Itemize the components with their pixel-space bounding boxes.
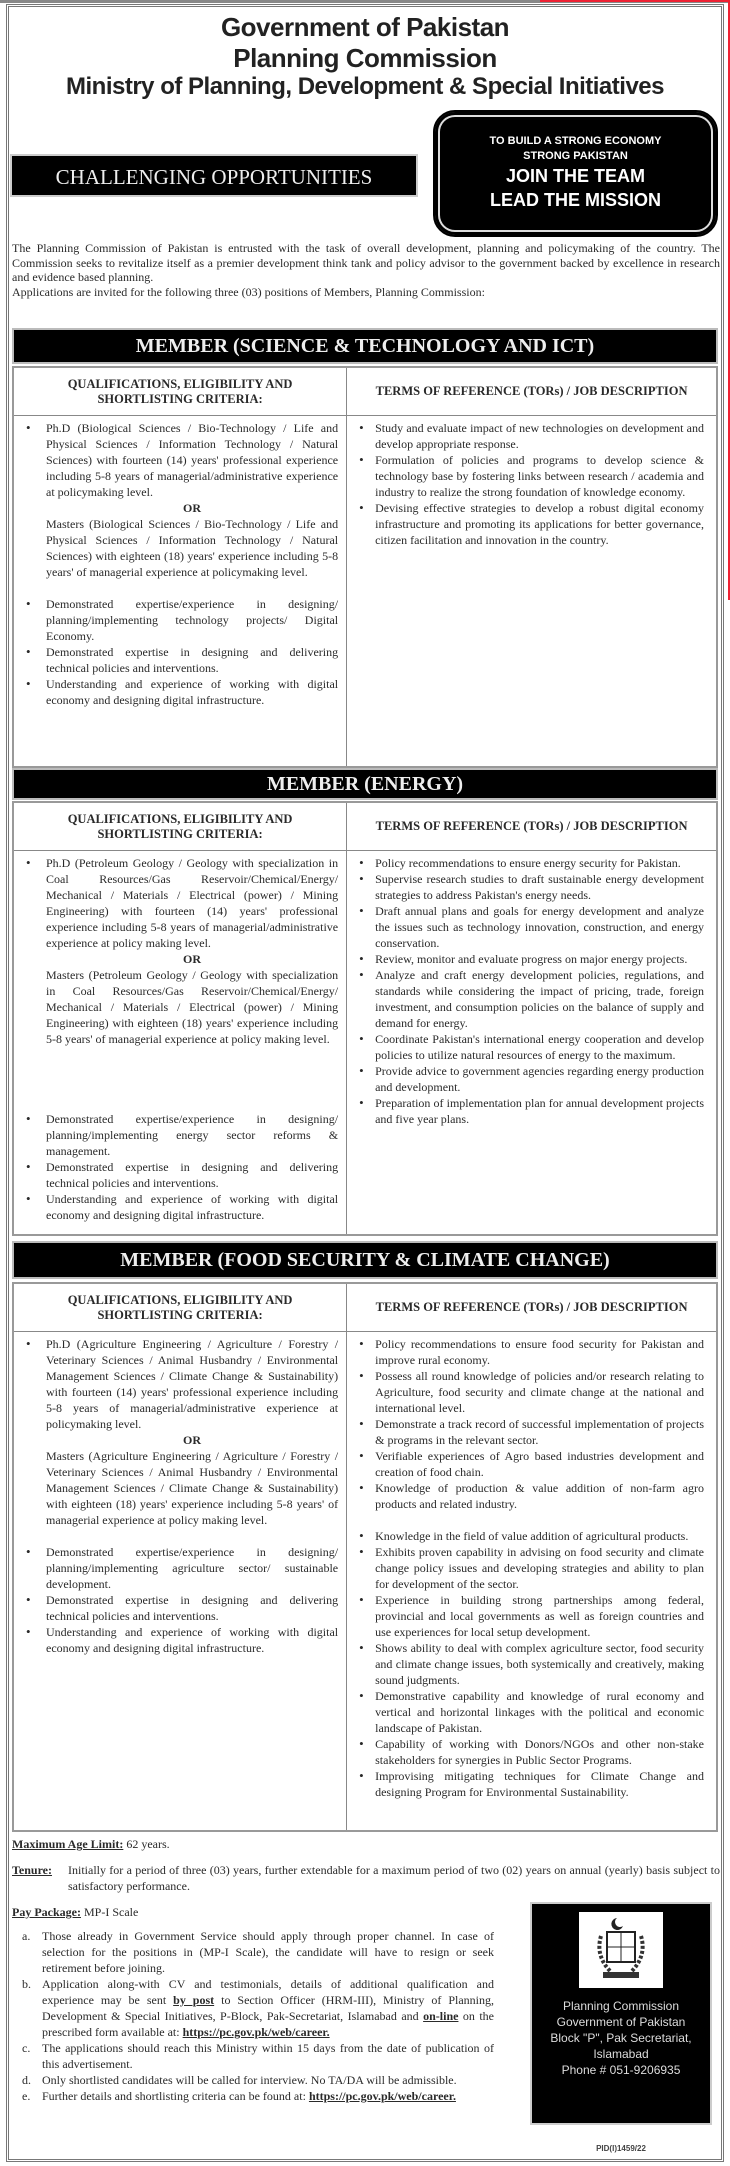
criteria-item: • Understanding and experience of working with digital economy and designing digital infrastructure. [14,676,338,708]
criteria-item: • Understanding and experience of working with digital economy and designing digital infrastructure. [14,1191,338,1223]
tor-item: • Demonstrative capability and knowledge of rural economy and vertical and horizontal linkages with the political and economic landscape of Pakistan. [347,1688,708,1736]
slogan-headline: JOIN THE TEAM [505,166,645,186]
instruction-item [12,1976,494,2040]
slogan-line: STRONG PAKISTAN [523,150,628,162]
tor-item: • Study and evaluate impact of new technologies on development and develop appropriate response. [347,420,708,452]
tor-item: • Supervise research studies to draft sustainable energy development strategies to address Pakistan's energy needs. [347,871,708,903]
qualifications-header: QUALIFICATIONS, ELIGIBILITY AND SHORTLISTING CRITERIA: [14,368,346,416]
qualifications-header: QUALIFICATIONS, ELIGIBILITY AND SHORTLISTING CRITERIA: [14,803,346,851]
title-government: Government of Pakistan [220,12,510,42]
or-separator: OR [183,501,202,515]
item-marker: c. [22,2041,31,2055]
tor-item: • Analyze and craft energy development policies, regulations, and standards while considering the impact of pricing, trade, foreign investment, and consumption policies on the balance of supply and demand for energy. [347,967,708,1031]
tor-item: • Devising effective strategies to develop a robust digital economy infrastructure and promoting its applications for better governance, citizen facilitation and innovation in the country. [347,500,708,548]
challenging-opportunities-banner: CHALLENGING OPPORTUNITIES [10,154,418,197]
criteria-item: • Demonstrated expertise in designing and delivering technical policies and interventions. [14,1159,338,1191]
contact-city: Islamabad [593,2047,649,2061]
tor-item: • Review, monitor and evaluate progress on major energy projects. [347,951,708,967]
tors-list [347,1336,708,1800]
tor-item: • Demonstrate a track record of successful implementation of projects & programs in the relevant sector. [347,1416,708,1448]
qualifications-body [14,416,346,708]
masters-requirement: Masters (Biological Sciences / Bio-Technology / Life and Physical Sciences / Information Technology / Natural Sciences) with eighteen (18) years' experience including 5-8 years' of managerial experience at policymaking level. [46,517,339,579]
criteria-item: • Demonstrated expertise/experience in designing/ planning/implementing technology projects/ Digital Economy. [14,596,338,644]
degree-list [14,855,338,951]
pay-package-label: Pay Package: [12,1905,81,1919]
tors-body [347,416,716,548]
tors-body [347,851,716,1127]
spacer [14,580,338,596]
qualifications-column [14,803,347,1234]
title-ministry: Ministry of Planning, Development & Special Initiatives [66,73,664,100]
item-marker: d. [22,2073,31,2087]
title-commission: Planning Commission [233,43,497,73]
or-separator: OR [183,952,202,966]
instruction-text: on the prescribed form available at: [42,2009,494,2039]
tors-list [347,420,708,548]
tenure-label: Tenure: [12,1863,53,1877]
slogan-headline: LEAD THE MISSION [489,190,661,210]
application-instructions [12,1928,494,2104]
qualifications-body [14,851,346,1223]
criteria-item: • Demonstrated expertise in designing and delivering technical policies and interventions. [14,1592,338,1624]
tors-column [347,1284,716,1830]
tor-item: • Policy recommendations to ensure food security for Pakistan and improve rural economy. [347,1336,708,1368]
item-marker: e. [22,2089,31,2103]
phd-requirement: • Ph.D (Petroleum Geology / Geology with specialization in Coal Resources/Gas Reservoir/Chemical/Energy/ Mechanical / Materials / Electrical (power) / Mining Engineering) with fourteen (14) years' professional experience including 5-8 years of managerial/administrative experience at policy making level. [14,855,338,951]
position-banner: MEMBER (SCIENCE & TECHNOLOGY AND ICT) [12,328,718,364]
instruction-item [12,2040,494,2072]
criteria-list [14,596,338,708]
position-table [12,1282,718,1832]
contact-gov: Government of Pakistan [556,2015,686,2029]
position-banner: MEMBER (FOOD SECURITY & CLIMATE CHANGE) [12,1241,718,1279]
tor-item: • Policy recommendations to ensure energy security for Pakistan. [347,855,708,871]
instruction-text: Only shortlisted candidates will be called for interview. No TA/DA will be admissible. [42,2073,457,2087]
career-link[interactable]: https://pc.gov.pk/web/career. [182,2025,330,2039]
contact-phone: Phone # 051-9206935 [561,2063,681,2077]
tors-column [347,803,716,1234]
slogan-box [433,110,718,237]
tor-item: • Knowledge of production & value addition of non-farm agro products and related industry. [347,1480,708,1512]
position-table [12,801,718,1236]
pid-number: PID(I)1459/22 [596,2144,646,2153]
instruction-item [12,1928,494,1976]
instruction-text: Application along-with CV and testimonials, details of additional qualification and experience may be sent [42,1977,494,2007]
tenure-value: Initially for a period of three (03) years, further extendable for a maximum period of two (02) years on annual (yearly) basis subject to satisfactory performance. [68,1863,720,1893]
tor-item: • Improvising mitigating techniques for Climate Change and designing Program for Environmental Sustainability. [347,1768,708,1800]
age-limit-value: 62 years. [123,1837,170,1851]
instruction-text: to Section Officer (HRM-III), Ministry of Planning, Development & Special Initiatives, P-Block, Pak-Secretariat, Islamabad and [42,1993,494,2023]
tor-item: • Exhibits proven capability in advising on food security and climate change policy issues and developing strategies and ability to plan for development of the sector. [347,1544,708,1592]
tors-header: TERMS OF REFERENCE (TORs) / JOB DESCRIPTION [347,368,716,416]
by-post-emphasis: by post [173,1993,215,2007]
contact-org: Planning Commission [562,1999,680,2013]
pay-package-value: MP-I Scale [80,1905,139,1919]
or-separator: OR [183,1433,202,1447]
tors-body [347,1332,716,1800]
tors-header: TERMS OF REFERENCE (TORs) / JOB DESCRIPTION [347,803,716,851]
qualifications-column [14,368,347,766]
tor-item: • Coordinate Pakistan's international energy cooperation and develop policies to utilize natural resources of energy to the maximum. [347,1031,708,1063]
instruction-item [12,2072,494,2088]
position-banner: MEMBER (ENERGY) [12,768,718,800]
item-marker: b. [22,1977,31,1991]
qualifications-body [14,1332,346,1656]
tors-header: TERMS OF REFERENCE (TORs) / JOB DESCRIPTION [347,1284,716,1332]
online-emphasis: on-line [423,2009,459,2023]
contact-address: Block "P", Pak Secretariat, [550,2031,692,2045]
tor-item: • Provide advice to government agencies regarding energy production and development. [347,1063,708,1095]
tor-item: • Verifiable experiences of Agro based industries development and creation of food chain. [347,1448,708,1480]
age-limit-label: Maximum Age Limit: [12,1837,124,1851]
tor-item: • Capability of working with Donors/NGOs and other non-stake stakeholders for synergies in Public Sector Programs. [347,1736,708,1768]
masters-requirement: Masters (Petroleum Geology / Geology with specialization in Coal Resources/Gas Reservoir/Chemical/Energy/ Mechanical / Materials / Electrical (power) / Mining Engineering) with eighteen (18) years' experience including 5-8 years' of managerial experience at policy making level. [46,968,339,1046]
instruction-text: Those already in Government Service should apply through proper channel. In case of selection for the positions in (MP-I Scale), the candidate will have to resign or seek retirement before joining. [42,1929,494,1975]
tor-item: • Knowledge in the field of value addition of agricultural products. [347,1528,708,1544]
phd-requirement: • Ph.D (Biological Sciences / Bio-Technology / Life and Physical Sciences / Information Technology / Natural Sciences) with fourteen (14) years' professional experience including 5-8 years of managerial/administrative experience at policymaking level. [14,420,338,500]
instruction-text: The applications should reach this Ministry within 15 days from the date of publication of this advertisement. [42,2041,494,2071]
qualifications-column [14,1284,347,1830]
contact-box [530,1902,712,2125]
degree-list [14,1336,338,1432]
slogan-line: TO BUILD A STRONG ECONOMY [489,135,662,147]
instruction-text: Further details and shortlisting criteria can be found at: [42,2089,309,2103]
criteria-item: • Demonstrated expertise in designing and delivering technical policies and interventions. [14,644,338,676]
criteria-item: • Understanding and experience of working with digital economy and designing digital infrastructure. [14,1624,338,1656]
intro-paragraph: The Planning Commission of Pakistan is entrusted with the task of overall development, planning and policymaking of the country. The Commission seeks to revitalize itself as a premier development think tank and policy advisor to the government backed by excellence in research and evidence based planning. [12,241,720,284]
intro [12,241,720,299]
selection-marker [540,0,730,2]
tor-item: • Shows ability to deal with complex agriculture sector, food security and climate change issues, both systemically and creatively, making sound judgments. [347,1640,708,1688]
tor-item: • Draft annual plans and goals for energy development and analyze the issues such as technology innovation, construction, and energy conservation. [347,903,708,951]
tors-list [347,855,708,1127]
intro-invitation: Applications are invited for the following three (03) positions of Members, Planning Commission: [12,284,485,299]
spacer [14,1528,338,1544]
tor-item: • Possess all round knowledge of policies and/or research relating to Agriculture, food security and climate change at the national and international level. [347,1368,708,1416]
masters-requirement: Masters (Agriculture Engineering / Agriculture / Forestry / Veterinary Sciences / Animal Husbandry / Environmental Management Sciences / Climate Change & Sustainability) with eighteen (18) years' experience including 5-8 years' of managerial experience at policy making level. [46,1449,339,1527]
criteria-list [14,1111,338,1223]
position-table [12,366,718,768]
instruction-item [12,2088,494,2104]
tor-item: • Formulation of policies and programs to develop science & technology base by fostering links between research / academia and industry to realize the strong foundation of knowledge economy. [347,452,708,500]
tor-item: • Preparation of implementation plan for annual development projects and five year plans. [347,1095,708,1127]
spacer [14,1047,338,1111]
phd-requirement: • Ph.D (Agriculture Engineering / Agriculture / Forestry / Veterinary Sciences / Animal Husbandry / Environmental Management Sciences / Climate Change & Sustainability) with fourteen (14) years' professional experience including 5-8 years of managerial/administrative experience at policymaking level. [14,1336,338,1432]
criteria-item: • Demonstrated expertise/experience in designing/ planning/implementing agriculture sector/ sustainable development. [14,1544,338,1592]
career-link[interactable]: https://pc.gov.pk/web/career. [308,2089,456,2103]
qualifications-header: QUALIFICATIONS, ELIGIBILITY AND SHORTLISTING CRITERIA: [14,1284,346,1332]
degree-list [14,420,338,500]
criteria-list [14,1544,338,1656]
tors-column [347,368,716,766]
state-emblem-icon [579,1912,663,1988]
tor-item: • Experience in building strong partnerships among federal, provincial and local governments as well as foreign countries and use experiences for local setup development. [347,1592,708,1640]
criteria-item: • Demonstrated expertise/experience in designing/ planning/implementing energy sector reforms & management. [14,1111,338,1159]
item-marker: a. [22,1929,31,1943]
